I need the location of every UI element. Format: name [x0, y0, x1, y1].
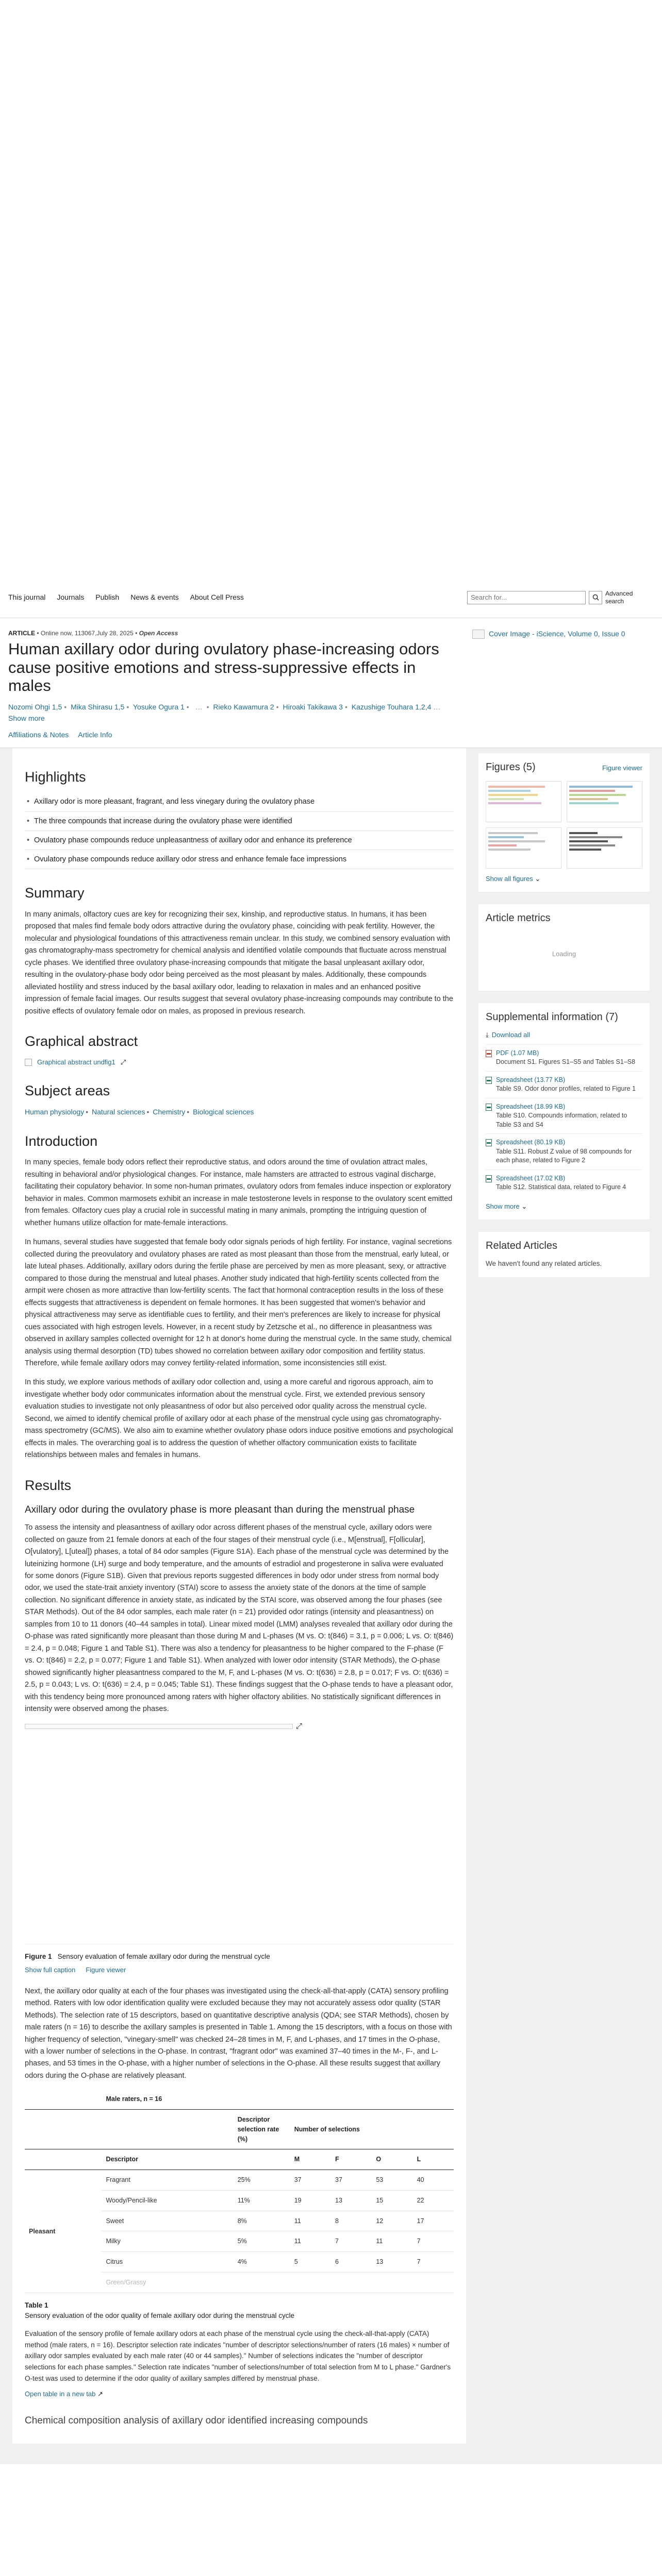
intro-paragraph: In many species, female body odors reflect their reproductive status, and odors around the time of ovulation attract males, resulting in behavioral and/or physiological changes. For instance, male hamsters are attracted to estrous vaginal discharge, facilitating their copulatory behavior. In some non-human primates, ovulatory odors from females induce inspection or exploratory behavior in males. Common marmosets exhibit an increase in male testosterone levels in response to the ovulatory scent emitted from females. Olfactory cues play a crucial role in successful mating in many animals, prompting the intriguing question of whether humans utilize olfaction for mate-female interactions.	[25, 1158, 453, 1227]
author-link[interactable]: Mika Shirasu 1,5	[71, 702, 125, 711]
show-full-caption-link[interactable]: Show full caption	[25, 1966, 76, 1974]
value-cell: 11	[372, 2231, 412, 2252]
value-cell: 5	[290, 2252, 331, 2273]
supplement-desc: Table S11. Robust Z value of 98 compounds for each phase, related to Figure 2	[496, 1147, 632, 1164]
table-label: Table 1	[25, 2301, 48, 2309]
article-type: ARTICLE	[8, 630, 35, 637]
supplement-name[interactable]: Spreadsheet (13.77 KB)	[496, 1076, 566, 1083]
subject-areas-heading: Subject areas	[25, 1083, 110, 1099]
figure-thumbnail[interactable]	[486, 781, 561, 822]
open-table-link[interactable]: Open table in a new tab	[25, 2390, 96, 2398]
next-subheading: Chemical composition analysis of axillary odor identified increasing compounds	[25, 2415, 368, 2426]
supplement-name[interactable]: Spreadsheet (18.99 KB)	[496, 1103, 566, 1110]
col-number: Number of selections	[290, 2110, 454, 2149]
supplemental-panel	[478, 1003, 650, 1219]
table-1-note: Evaluation of the sensory profile of female axillary odors at each phase of the menstrual cycle using the check-all-that-apply (CATA) method (male raters, n = 16). Descriptor selection rate indicates "number of descriptor selections/number of raters (16 males) × number of axillary odor samples evaluated by each male rater (40 or 44 samples)." Number of selections indicates the "number of descriptor selections for each phase samples." Selection rate indicates "number of selections/number of total selection from M to L phase." Gardner's O-test was used to determine if the odor quality of axillary samples differed by menstrual phase.	[25, 2330, 451, 2382]
category-cell: Pleasant	[25, 2170, 102, 2293]
advanced-search-link[interactable]: Advanced search	[605, 590, 633, 605]
metrics-loader: Loading	[552, 950, 576, 958]
open-table-row	[25, 2389, 454, 2399]
value-cell: 17	[413, 2211, 454, 2231]
results-subheading: Axillary odor during the ovulatory phase is more pleasant than during the menstrual phase	[25, 1504, 415, 1516]
external-link-icon: ↗	[97, 2390, 103, 2398]
col-phase: L	[413, 2149, 454, 2170]
graphical-abstract-alt[interactable]: Graphical abstract undfig1	[37, 1058, 115, 1066]
supplement-item[interactable]	[486, 1170, 642, 1196]
nav-news-events[interactable]: News & events	[130, 593, 179, 601]
download-all-row	[486, 1030, 642, 1040]
value-cell: 7	[331, 2231, 372, 2252]
nav-journals[interactable]: Journals	[57, 593, 85, 601]
highlight-item: • Axillary odor is more pleasant, fragrant, and less vinegary during the ovulatory phase	[25, 792, 454, 811]
online-date: Online now, 113067,July 28, 2025	[40, 630, 134, 637]
search-button[interactable]	[589, 591, 602, 604]
value-cell: 6	[331, 2252, 372, 2273]
show-more-authors[interactable]: Show more	[8, 714, 45, 723]
value-cell: 13	[372, 2252, 412, 2273]
article-title: Human axillary odor during ovulatory phase-increasing odors cause positive emotions and stress-suppressive effects in males	[8, 640, 439, 695]
metrics-title: Article metrics	[486, 912, 551, 924]
highlight-item: • Ovulatory phase compounds reduce axillary odor stress and enhance female face impressions	[25, 850, 454, 869]
subject-link[interactable]: Human physiology	[25, 1107, 85, 1116]
figure-caption-text: Sensory evaluation of female axillary odor during the menstrual cycle	[57, 1952, 270, 1960]
subject-list: Human physiology • Natural sciences • Chemistry • Biological sciences	[25, 1107, 254, 1116]
show-more-supplements-row	[486, 1201, 642, 1212]
author-list: Nozomi Ohgi 1,5 • Mika Shirasu 1,5 • Yosuke Ogura 1 • … • Rieko Kawamura 2 • Hiroaki Takikawa 3 • Kazushige Touhara 1,2,4 … Show more	[8, 702, 441, 723]
subject-link[interactable]: Biological sciences	[193, 1107, 254, 1116]
broken-image-icon	[25, 1059, 32, 1066]
spreadsheet-file-icon	[486, 1077, 492, 1084]
supplement-name[interactable]: PDF (1.07 MB)	[496, 1049, 539, 1057]
search-input[interactable]	[467, 591, 586, 604]
affiliation-row	[8, 730, 446, 740]
supplement-desc: Table S12. Statistical data, related to Figure 4	[496, 1183, 626, 1191]
broken-figure-image	[25, 1724, 293, 1729]
col-phase: M	[290, 2149, 331, 2170]
figure-thumbnail[interactable]	[567, 827, 642, 869]
value-cell: 11	[290, 2231, 331, 2252]
site-header	[0, 577, 662, 618]
value-cell: 37	[290, 2170, 331, 2191]
summary-heading: Summary	[25, 885, 85, 901]
value-cell: 22	[413, 2190, 454, 2211]
introduction-heading: Introduction	[25, 1133, 98, 1149]
affiliations-toggle[interactable]: Affiliations & Notes	[8, 730, 69, 739]
col-phase: O	[372, 2149, 412, 2170]
descriptor-cell: Citrus	[102, 2252, 233, 2273]
show-all-figures-link[interactable]: Show all figures	[486, 874, 533, 883]
col-phase: F	[331, 2149, 372, 2170]
subject-link[interactable]: Chemistry	[153, 1107, 186, 1116]
download-all-link[interactable]: Download all	[491, 1031, 531, 1039]
figure-1-image[interactable]	[25, 1723, 303, 1730]
table-group-header: Male raters, n = 16	[102, 2089, 454, 2109]
article-body	[0, 748, 662, 2444]
figure-thumbnail[interactable]	[486, 827, 561, 869]
rate-cell: 4%	[234, 2252, 290, 2273]
value-cell: 11	[290, 2211, 331, 2231]
col-descriptor: Descriptor	[102, 2149, 233, 2170]
value-cell: 19	[290, 2190, 331, 2211]
value-cell: 12	[372, 2211, 412, 2231]
table-row	[25, 2170, 454, 2191]
metrics-panel	[478, 904, 650, 991]
supplement-desc: Table S9. Odor donor profiles, related to Figure 1	[496, 1085, 636, 1093]
value-cell: 13	[331, 2190, 372, 2211]
value-cell: 53	[372, 2170, 412, 2191]
author-link[interactable]: Rieko Kawamura 2	[213, 702, 274, 711]
search-icon	[592, 594, 599, 601]
descriptor-cell: Woody/Pencil-like	[102, 2190, 233, 2211]
graphical-abstract	[25, 1057, 454, 1067]
highlight-item: • The three compounds that increase during the ovulatory phase were identified	[25, 812, 454, 831]
table-1-caption	[25, 2300, 454, 2321]
supplement-name[interactable]: Spreadsheet (80.19 KB)	[496, 1139, 566, 1146]
figures-panel	[478, 753, 650, 892]
related-title: Related Articles	[486, 1240, 557, 1252]
results-paragraph: To assess the intensity and pleasantness of axillary odor across different phases of the menstrual cycle, axillary odors were collected on gauze from 21 female donors at each of the four stages of their menstrual cycle (i.e., M[enstrual], F[ollicular], O[vulatory], L[uteal]) phases, a total of 84 odor samples (Figure S1A). Each phase of the menstrual cycle was determined by the luteinizing hormone (LH) surge and body temperature, and the amounts of estradiol and progesterone in saliva were evaluated for some donors (Figure S1B). Given that previous reports suggested differences in body odor under stress from normal body odor, we used the state-trait anxiety inventory (STAI) score to assess the anxiety state of the donors at the time of sample collection. No significant difference in anxiety state, as indicated by the STAI score, was observed among the four phases (see STAR Methods). Out of the 84 odor samples, each male rater (n = 21) provided odor ratings (intensity and pleasantness) on samples from 10 to 11 donors (40–44 samples in total). Linear mixed model (LMM) analyses revealed that axillary odor during the O-phase was rated significantly more pleasant than those during M and L-phases (M vs. O: t(846) = 3.1, p = 0.006; L vs. O: t(846) = 2.4, p = 0.048; Figure 1 and Table S1). There was also a tendency for pleasantness to be higher compared to the F-phase (F vs. O: t(846) = 2.2, p = 0.077; Figure 1 and Table S1). When analyzed with lower odor intensity (STAR Methods), the O-phase showed significantly higher pleasantness compared to the M, F, and L-phases (M vs. O: t(636) = 2.8, p = 0.017; F vs. O: t(636) = 2.5, p = 0.043; L vs. O: t(636) = 2.4, p = 0.045; Table S1). These findings suggest that the O-phase tends to have a pleasant odor, with this tendency being more pronounced among raters with higher olfactory abilities. No statistically significant differences in intensity were observed among the phases.	[25, 1523, 454, 1714]
author-link[interactable]: Yosuke Ogura 1	[133, 702, 185, 711]
sidebar	[478, 748, 650, 2444]
col-rate: Descriptor selection rate (%)	[234, 2110, 290, 2149]
value-cell: 40	[413, 2170, 454, 2191]
spreadsheet-file-icon	[486, 1104, 492, 1111]
pdf-file-icon	[486, 1050, 492, 1057]
show-more-supplements-link[interactable]: Show more	[486, 1202, 520, 1210]
figure-viewer-link[interactable]: Figure viewer	[86, 1966, 126, 1974]
descriptor-cell: Fragrant	[102, 2170, 233, 2191]
spreadsheet-file-icon	[486, 1175, 492, 1182]
rate-cell: 25%	[234, 2170, 290, 2191]
author-link[interactable]: Nozomi Ohgi 1,5	[8, 702, 62, 711]
article-header-main	[8, 629, 462, 740]
chevron-down-icon: ⌄	[535, 874, 541, 883]
value-cell: 7	[413, 2231, 454, 2252]
author-link[interactable]: Kazushige Touhara 1,2,4	[351, 702, 432, 711]
chevron-down-icon: ⌄	[521, 1202, 527, 1210]
highlights-list	[25, 792, 454, 869]
supplement-item[interactable]	[486, 1098, 642, 1134]
spreadsheet-file-icon	[486, 1139, 492, 1146]
related-empty-message: We haven't found any related articles.	[486, 1260, 602, 1268]
show-all-figures-row	[486, 874, 642, 884]
cata-paragraph: Next, the axillary odor quality at each of the four phases was investigated using the check-all-that-apply (CATA) sensory profiling method. Raters with low odor identification quality were excluded because they may not accurately assess odor quality (STAR Methods). The selection rate of 15 descriptors, based on quantitative descriptive analysis (QDA; see STAR Methods), chosen by male raters (n = 16) to describe the axillary samples is presented in Table 1. Among the 15 descriptors, with a focus on those with higher frequency of selection, "vinegary-smell" was checked 24–28 times in M, F, and L-phases, and 17 times in the O-phase, with a lower number of selections in the O-phase. In contrast, "fragrant odor" was examined 37–40 times in the M-, F-, and L-phases, and 53 times in the O-phase, with a higher number of selections in the O-phase. All these results suggest that axillary odors during the O-phase are relatively pleasant.	[25, 1987, 452, 2080]
expand-icon[interactable]: ⤢	[120, 1058, 126, 1066]
supplement-desc: Table S10. Compounds information, related to Table S3 and S4	[496, 1112, 627, 1128]
article-meta: ARTICLE • Online now, 113067,July 28, 2025 • Open Access	[8, 630, 178, 637]
figure-thumbnails	[486, 781, 642, 869]
descriptor-cell: Green/Grassy	[102, 2272, 233, 2293]
table-1	[25, 2089, 454, 2293]
descriptor-cell: Sweet	[102, 2211, 233, 2231]
search-area	[467, 590, 636, 605]
figure-1	[25, 1723, 454, 1944]
related-articles-panel	[478, 1232, 650, 1277]
results-heading: Results	[25, 1477, 72, 1493]
intro-paragraph: In this study, we explore various methods of axillary odor collection and, using a more careful and rigorous approach, aim to investigate whether body odor communicates information about the menstrual cycle. First, we extended previous sensory evaluation studies to investigate not only pleasantness of odor but also perceived odor quality across the menstrual cycle. Second, we aimed to identify chemical profile of axillary odor at each phase of the menstrual cycle using gas chromatography-mass spectrometry (GC/MS). We also aim to examine whether ovulatory phase odors induce positive emotions and psychological effects in males. The overarching goal is to address the question of whether olfactory communication exists to facilitate relationships between males and females in humans.	[25, 1378, 453, 1460]
value-cell: 37	[331, 2170, 372, 2191]
highlight-item: • Ovulatory phase compounds reduce unpleasantness of axillary odor and enhance its preference	[25, 831, 454, 850]
supplemental-title: Supplemental information (7)	[486, 1011, 618, 1023]
graphical-abstract-heading: Graphical abstract	[25, 1033, 138, 1049]
main-nav	[8, 592, 244, 603]
download-icon: ⤓	[486, 1031, 489, 1039]
summary-text: In many animals, olfactory cues are key for recognizing their sex, kinship, and reproductive status. In humans, it has been proposed that males find female body odors attractive during the ovulatory phase, coinciding with peak fertility. However, the molecular and physiological foundations of this attractiveness remain unclear. In this study, we combined sensory evaluation with gas chromatography-mass spectrometry for chemical analysis and identified volatile compounds that fluctuate across menstrual cycle phases. We identified three ovulatory phase-increasing compounds that mitigate the basal unpleasant axillary odor, resulting in the ovulatory-phase body odor being perceived as the most pleasant by males. Additionally, these compounds alleviated hostility and stress induced by the basal axillary odor, leading to relaxation in males and an enhanced positive impression of female facial images. Our results suggest that several ovulatory phase-increasing compounds may contribute to the positive effects of ovulatory female odor on males, as proposed in previous research.	[25, 910, 453, 1015]
expand-icon[interactable]: ⤢	[296, 1721, 303, 1731]
cover-thumbnail	[472, 630, 485, 639]
cover-label: Cover Image - iScience, Volume 0, Issue 0	[489, 630, 625, 638]
nav-about[interactable]: About Cell Press	[190, 593, 244, 601]
subject-link[interactable]: Natural sciences	[91, 1107, 145, 1116]
highlights-heading: Highlights	[25, 769, 86, 785]
supplement-item[interactable]	[486, 1071, 642, 1098]
nav-this-journal[interactable]: This journal	[8, 593, 46, 601]
article-header	[0, 618, 662, 748]
author-link[interactable]: Hiroaki Takikawa 3	[283, 702, 343, 711]
intro-paragraph: In humans, several studies have suggested that female body odor signals periods of high fertility. For instance, vaginal secretions collected during the preovulatory and ovulatory phases are rated as most pleasant than those from the menstrual, early luteal, or late luteal phases. Additionally, axillary odors during the fertile phase are perceived by men as more pleasant, sexy, or attractive compared to those during the menstrual and luteal phases. Another study indicated that high-fertility scents collected from the armpit were chosen as more attractive than low-fertility scents. The fact that hormonal contraception results in the loss of these effects suggests that attractiveness is dependent on female hormones. It has been suggested that women's behavior and physical attractiveness may serve as identifiable cues to fertility, and their men's preferences are likely to increase for physical cues associated with high estrogen levels. However, in a recent study by Zetzsche et al., no difference in pleasantness was observed in axillary samples collected overnight for 12 h at donor's home during the menstrual cycle. In the same study, chemical analysis using thermal desorption (TD) tubes showed no correlation between axillary odor composition and fertility status. Therefore, while female axillary odors may convey fertility-related information, some inconsistencies still exist.	[25, 1238, 452, 1367]
figures-title: Figures (5)	[486, 761, 536, 773]
cover-image-link[interactable]	[472, 629, 642, 740]
rate-cell: 11%	[234, 2190, 290, 2211]
supplement-item[interactable]	[486, 1133, 642, 1170]
open-access-badge: Open Access	[139, 630, 178, 637]
supplement-desc: Document S1. Figures S1–S5 and Tables S1–S8	[496, 1058, 636, 1066]
rate-cell: 5%	[234, 2231, 290, 2252]
value-cell: 7	[413, 2252, 454, 2273]
descriptor-cell: Milky	[102, 2231, 233, 2252]
article-info-toggle[interactable]: Article Info	[78, 730, 112, 739]
figure-thumbnail[interactable]	[567, 781, 642, 822]
nav-publish[interactable]: Publish	[95, 593, 120, 601]
figure-1-caption	[25, 1952, 454, 1962]
figure-label: Figure 1	[25, 1952, 52, 1960]
value-cell: 15	[372, 2190, 412, 2211]
figure-viewer-link[interactable]: Figure viewer	[602, 764, 642, 772]
supplement-item[interactable]	[486, 1044, 642, 1071]
value-cell: 8	[331, 2211, 372, 2231]
page-bottom	[0, 2444, 662, 2464]
main-column	[12, 748, 466, 2444]
cover-link[interactable]	[472, 629, 642, 639]
blank-top-area	[0, 0, 662, 577]
supplement-name[interactable]: Spreadsheet (17.02 KB)	[496, 1174, 566, 1182]
figure-1-links	[25, 1965, 454, 1975]
table-caption-text: Sensory evaluation of the odor quality of female axillary odor during the menstrual cycle	[25, 2311, 295, 2319]
rate-cell: 8%	[234, 2211, 290, 2231]
